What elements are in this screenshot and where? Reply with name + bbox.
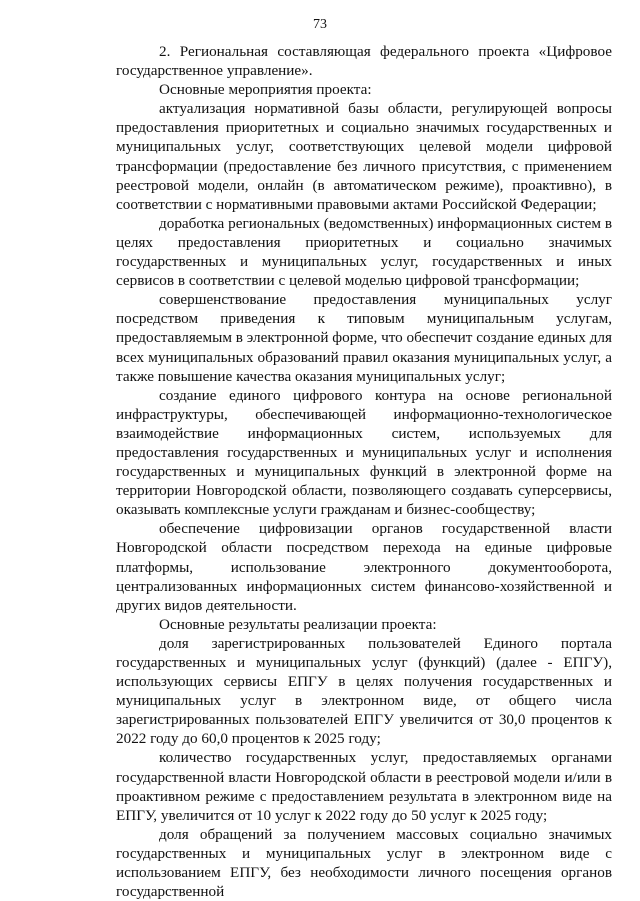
page-number: 73 — [313, 17, 327, 32]
paragraph: совершенствование предоставления муниципальных услуг посредством приведения к типовым муниципальным услугам, предоставляемым в электронной форме, что обеспечит создание единых для всех муниципальных образований правил оказания муниципальных услуг, а также повышение качества оказания муниципальных услуг; — [116, 291, 612, 385]
paragraph: обеспечение цифровизации органов государственной власти Новгородской области посредством перехода на единые цифровые платформы, использование электронного документооборота, централизованных информационных систем финансово-хозяйственной и других видов деятельности. — [116, 520, 612, 614]
paragraph: доля зарегистрированных пользователей Единого портала государственных и муниципальных услуг (функций) (далее - ЕПГУ), использующих сервисы ЕПГУ в целях получения государственных и муниципальных услуг в электронном виде, от общего числа зарегистрированных пользователей ЕПГУ увеличится от 30,0 процентов к 2022 году до 60,0 процентов к 2025 году; — [116, 634, 612, 748]
paragraph: актуализация нормативной базы области, регулирующей вопросы предоставления приоритетных и социально значимых государственных и муниципальных услуг, соответствующих целевой модели цифровой трансформации (предоставление без личного присутствия, с применением реестровой модели, онлайн (в автоматическом режиме), проактивно), в соответствии с нормативными правовыми актами Российской Федерации; — [116, 100, 612, 213]
paragraph: создание единого цифрового контура на основе региональной инфраструктуры, обеспечивающей информационно-технологическое взаимодействие информационных систем, используемых для предоставления государственных и муниципальных услуг и исполнения государственных и муниципальных функций в электронной форме на территории Новгородской области, позволяющего создавать суперсервисы, оказывать комплексные услуги гражданам и бизнес-сообществу; — [116, 386, 612, 519]
section-heading: 2. Региональная составляющая федерального проекта «Цифровое государственное управление». — [116, 43, 612, 80]
paragraph: количество государственных услуг, предоставляемых органами государственной власти Новгородской области в реестровой модели и/или в проактивном режиме с предоставлением результата в электронном виде на ЕПГУ, увеличится от 10 услуг к 2022 году до 50 услуг к 2025 году; — [116, 749, 612, 824]
paragraph: доработка региональных (ведомственных) информационных систем в целях предоставления приоритетных и социально значимых государственных и муниципальных услуг, государственных и иных сервисов в соответствии с целевой моделью цифровой трансформации; — [116, 214, 612, 290]
paragraph: доля обращений за получением массовых социально значимых государственных и муниципальных услуг в электронном виде с использованием ЕПГУ, без необходимости личного посещения органов государственной — [116, 825, 612, 901]
results-heading: Основные результаты реализации проекта: — [159, 615, 437, 633]
document-body — [116, 42, 612, 901]
measures-heading: Основные мероприятия проекта: — [159, 81, 372, 99]
